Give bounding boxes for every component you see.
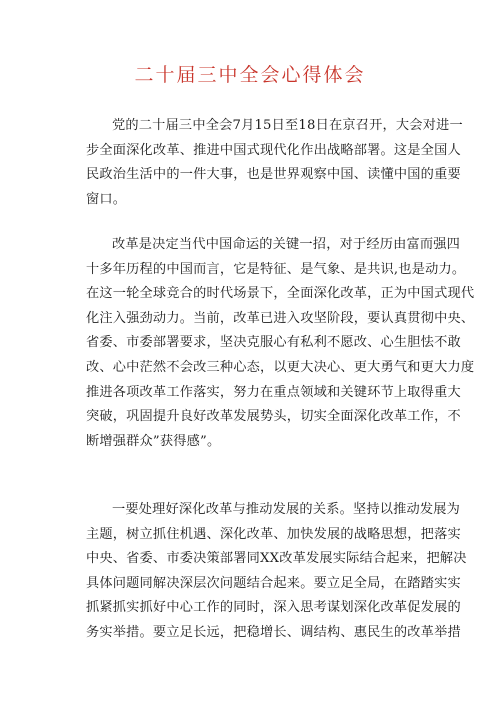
paragraph-line: 中央、省委、市委决策部署同XX改革发展实际结合起来，把解决 xyxy=(86,551,467,567)
paragraph-line: 突破，巩固提升良好改革发展势头，切实全面深化改革工作，不 xyxy=(86,409,461,425)
paragraph-line: 务实举措。要立足长远，把稳增长、调结构、惠民生的改革举措 xyxy=(86,624,461,640)
paragraph-line: 步全面深化改革、推进中国式现代化作出战略部署。这是全国人 xyxy=(86,142,461,158)
paragraph-3 xyxy=(86,498,467,646)
paragraph-line: 改革是决定当代中国命运的关键一招，对于经历由富而强四 xyxy=(112,237,461,252)
paragraph-line: 断增强群众”获得感”。 xyxy=(86,433,221,449)
paragraph-line: 改、心中茫然不会改三种心态，以更大决心、更大勇气和更大力度 xyxy=(86,359,475,375)
paragraph-line: 窗口。 xyxy=(86,191,127,207)
paragraph-line: 在这一轮全球竞合的时代场景下，全面深化改革，正为中国式现代 xyxy=(86,286,475,302)
paragraph-line: 化注入强劲动力。当前，改革已进入攻坚阶段，要认真贯彻中央、 xyxy=(86,310,475,326)
paragraph-line: 省委、市委部署要求，坚决克服心有私利不愿改、心生胆怯不敢 xyxy=(86,335,461,351)
paragraph-line: 主题，树立抓住机遇、深化改革、加快发展的战略思想，把落实 xyxy=(86,526,461,542)
paragraph-line: 十多年历程的中国而言，它是特征、是气象、是共识,也是动力。 xyxy=(86,261,466,277)
paragraph-line: 具体问题同解决深层次问题结合起来。要立足全局，在踏踏实实 xyxy=(86,575,461,591)
paragraph-line: 民政治生活中的一件大事，也是世界观察中国、读懂中国的重要 xyxy=(86,167,461,183)
paragraph-line: 党的二十届三中全会7月15日至18日在京召开，大会对进一 xyxy=(112,118,463,133)
document-title: 二十届三中全会心得体会 xyxy=(134,64,366,86)
paragraph-line: 抓紧抓实抓好中心工作的同时，深入思考谋划深化改革促发展的 xyxy=(86,600,461,616)
paragraph-1 xyxy=(86,114,463,212)
paragraph-line: 推进各项改革工作落实，努力在重点领域和关键环节上取得重大 xyxy=(86,384,461,400)
paragraph-2 xyxy=(86,233,475,454)
paragraph-line: 一要处理好深化改革与推动发展的关系。坚持以推动发展为 xyxy=(112,502,461,517)
